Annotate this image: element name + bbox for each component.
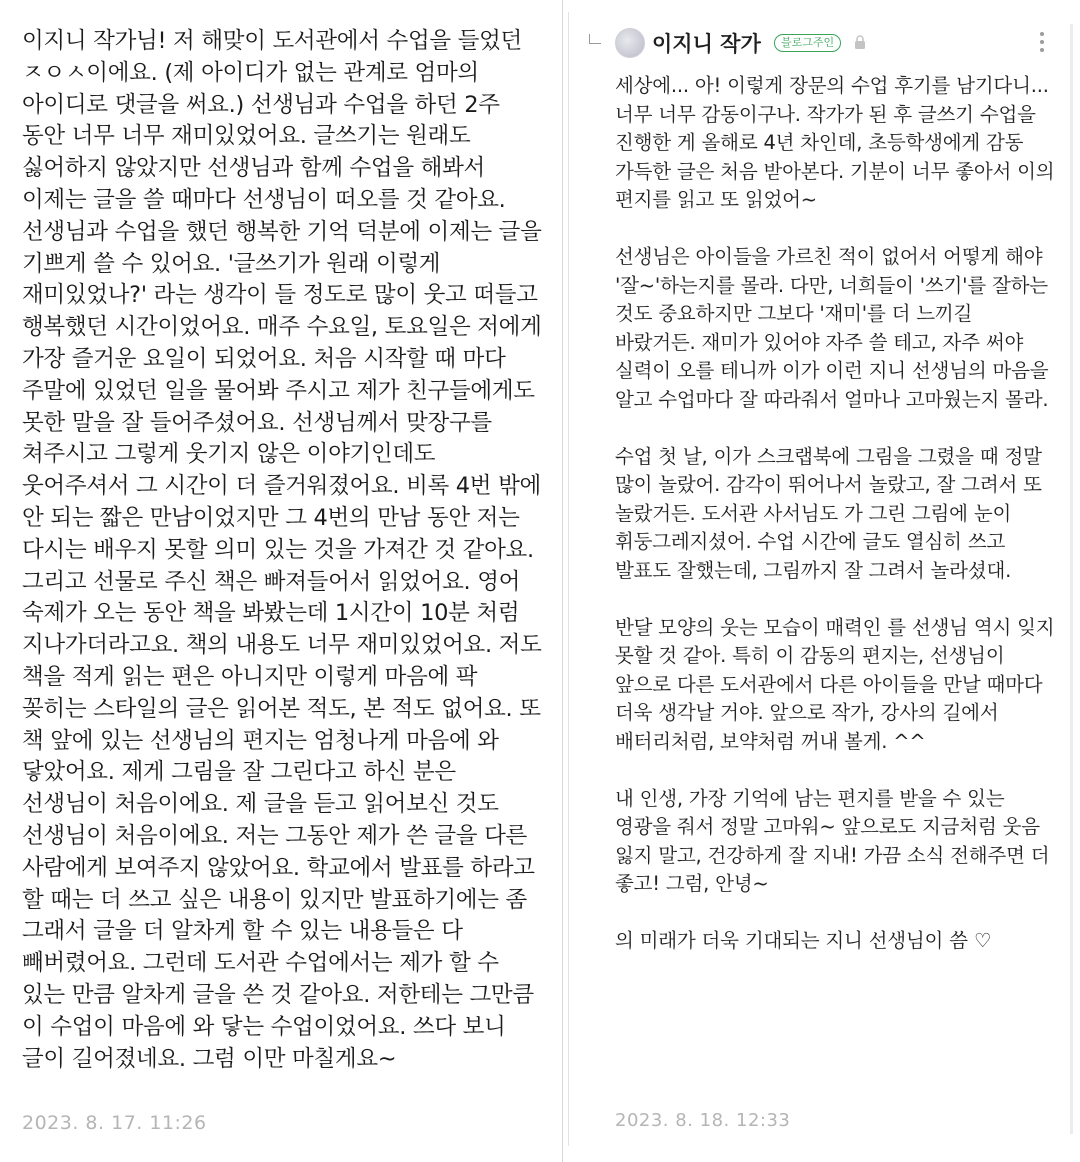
reply-arrow-icon [589,34,601,44]
avatar[interactable] [615,28,645,58]
author-reply [568,12,1067,1146]
reply-author-name[interactable]: 이지니 작가 [652,32,761,56]
comment-timestamp: 2023. 8. 17. 11:26 [22,1112,207,1134]
more-vertical-icon[interactable] [1039,30,1045,54]
reply-timestamp: 2023. 8. 18. 12:33 [615,1110,791,1131]
comment-body: 이지니 작가님! 저 해맞이 도서관에서 수업을 들었던 ㅈㅇㅅ이에요. (제 아이디가 없는 관계로 엄마의 아이디로 댓글을 써요.) 선생님과 수업을 하던 2주 동안 너무 너무 재미있었어요. 글쓰기는 원래도 싫어하지 않았지만 선생님과 함께 수업을 해봐서 이제는 글을 쓸 때마다 선생님이 떠오를 것 같아요. 선생님과 수업을 했던 행복한 기억 덕분에 이제는 글을 기쁘게 쓸 수 있어요. '글쓰기가 원래 이렇게 재미있었나?' 라는 생각이 들 정도로 많이 웃고 떠들고 행복했던 시간이었어요. 매주 수요일, 토요일은 저에게 가장 즐거운 요일이 되었어요. 처음 시작할 때 마다 주말에 있었던 일을 물어봐 주시고 제가 친구들에게도 못한 말을 잘 들어주셨어요. 선생님께서 맞장구를 쳐주시고 그렇게 웃기지 않은 이야기인데도 웃어주셔서 그 시간이 더 즐거워졌어요. 비록 4번 밖에 안 되는 짧은 만남이었지만 그 4번의 만남 동안 저는 다시는 배우지 못할 의미 있는 것을 가져간 것 같아요. 그리고 선물로 주신 책은 빠져들어서 읽었어요. 영어 숙제가 오는 동안 책을 봐봤는데 1시간이 10분 처럼 지나가더라고요. 책의 내용도 너무 재미있었어요. 저도 책을 적게 읽는 편은 아니지만 이렇게 마음에 팍 꽂히는 스타일의 글은 읽어본 적도, 본 적도 없어요. 또 책 앞에 있는 선생님의 편지는 엄청나게 마음에 와 닿았어요. 제게 그림을 잘 그린다고 하신 분은 선생님이 처음이에요. 제 글을 듣고 읽어보신 것도 선생님이 처음이에요. 저는 그동안 제가 쓴 글을 다른 사람에게 보여주지 않았어요. 학교에서 발표를 하라고 할 때는 더 쓰고 싶은 내용이 있지만 발표하기에는 좀 그래서 글을 더 알차게 할 수 있는 내용들은 다 빼버렸어요. 그런데 도서관 수업에서는 제가 할 수 있는 만큼 알차게 글을 쓴 것 같아요. 저한테는 그만큼 이 수업이 마음에 와 닿는 수업이었어요. 쓰다 보니 글이 길어졌네요. 그럼 이만 마칠게요~ [22,28,549,1072]
lock-icon [853,34,867,50]
blog-owner-badge: 블로그주인 [774,34,841,52]
reply-body: 세상에... 아! 이렇게 장문의 수업 후기를 남기다니... 너무 너무 감동이구나. 작가가 된 후 글쓰기 수업을 진행한 게 올해로 4년 차인데, 초등학생에게 감동 가득한 글은 처음 받아본다. 기분이 너무 좋아서 이의 편지를 읽고 또 읽었어~ 선생님은 아이들을 가르친 적이 없어서 어떻게 해야 '잘~'하는지를 몰라. 다만, 너희들이 '쓰기'를 잘하는 것도 중요하지만 그보다 '재미'를 더 느끼길 바랐거든. 재미가 있어야 자주 쓸 테고, 자주 써야 실력이 오를 테니까 이가 이런 지니 선생님의 마음을 알고 수업마다 잘 따라줘서 얼마나 고마웠는지 몰라. 수업 첫 날, 이가 스크랩북에 그림을 그렸을 때 정말 많이 놀랐어. 감각이 뛰어나서 놀랐고, 잘 그려서 또 놀랐거든. 도서관 사서님도 가 그린 그림에 눈이 휘둥그레지셨어. 수업 시간에 글도 열심히 쓰고 발표도 잘했는데, 그림까지 잘 그려서 놀라셨대. 반달 모양의 웃는 모습이 매력인 를 선생님 역시 잊지 못할 것 같아. 특히 이 감동의 편지는, 선생님이 앞으로 다른 도서관에서 다른 아이들을 만날 때마다 더욱 생각날 거야. 앞으로 작가, 강사의 길에서 배터리처럼, 보약처럼 꺼내 볼게. ^^ 내 인생, 가장 기억에 남는 편지를 받을 수 있는 영광을 줘서 정말 고마워~ 앞으로도 지금처럼 웃음 잃지 말고, 건강하게 잘 지내! 가끔 소식 전해주면 더 좋고! 그럼, 안녕~ 의 미래가 더욱 기대되는 지니 선생님이 씀 ♡ [615,74,1055,952]
scrollbar[interactable] [1070,24,1073,1134]
